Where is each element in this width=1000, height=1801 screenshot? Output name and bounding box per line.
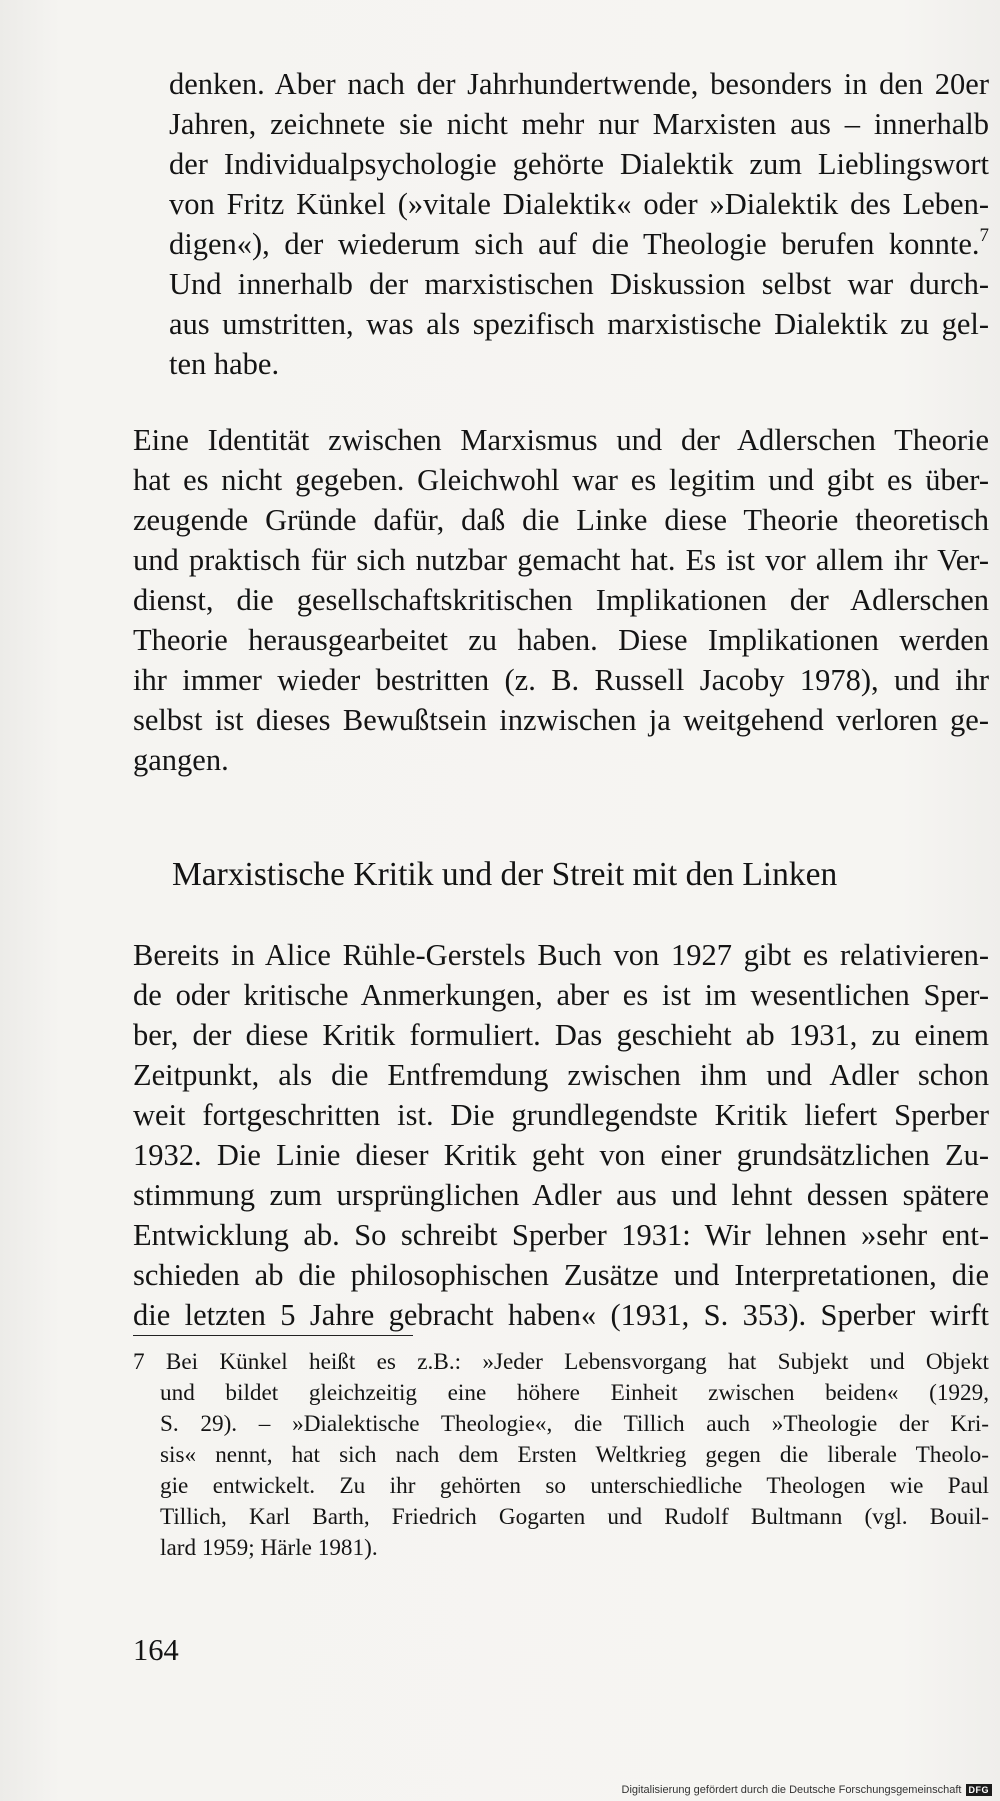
footnote-line: Tillich, Karl Barth, Friedrich Gogarten und Rudolf Bultmann (vgl. Bouil- <box>160 1504 989 1530</box>
text-line: 1932. Die Linie dieser Kritik geht von einer grundsätzlichen Zu- <box>133 1138 989 1172</box>
digitization-credit <box>622 1783 992 1797</box>
footnote-line: gie entwickelt. Zu ihr gehörten so unterschiedliche Theologen wie Paul <box>160 1473 989 1499</box>
text-line-with-footnote <box>169 224 989 264</box>
page-number: 164 <box>133 1633 179 1667</box>
text-line: Und innerhalb der marxistischen Diskussion selbst war durch- <box>169 267 989 301</box>
text-line: zeugende Gründe dafür, daß die Linke diese Theorie theoretisch <box>133 503 989 537</box>
text-line: ber, der diese Kritik formuliert. Das geschieht ab 1931, zu einem <box>133 1018 989 1052</box>
text-line: Theorie herausgearbeitet zu haben. Diese Implikationen werden <box>133 623 989 657</box>
text-line: denken. Aber nach der Jahrhundertwende, besonders in den 20er <box>169 67 989 101</box>
text-line: Eine Identität zwischen Marxismus und der Adlerschen Theorie <box>133 423 989 457</box>
text-line: weit fortgeschritten ist. Die grundlegendste Kritik liefert Sperber <box>133 1098 989 1132</box>
text-line: Entwicklung ab. So schreibt Sperber 1931: Wir lehnen »sehr ent- <box>133 1218 989 1252</box>
text-line: Bereits in Alice Rühle-Gerstels Buch von 1927 gibt es relativieren- <box>133 938 989 972</box>
text-line: gangen. <box>133 743 229 777</box>
section-heading: Marxistische Kritik und der Streit mit den Linken <box>172 856 838 893</box>
text-line: von Fritz Künkel (»vitale Dialektik« oder »Dialektik des Leben- <box>169 187 989 221</box>
credit-text: Digitalisierung gefördert durch die Deutsche Forschungsgemeinschaft <box>621 1784 962 1796</box>
text-line: Zeitpunkt, als die Entfremdung zwischen ihm und Adler schon <box>133 1058 989 1092</box>
footnote-reference: 7 <box>979 224 989 246</box>
text-line: selbst ist dieses Bewußtsein inzwischen ja weitgehend verloren ge- <box>133 703 989 737</box>
text-line: stimmung zum ursprünglichen Adler aus und lehnt dessen spätere <box>133 1178 989 1212</box>
text-line: und praktisch für sich nutzbar gemacht hat. Es ist vor allem ihr Ver- <box>133 543 989 577</box>
dfg-logo-icon: DFG <box>966 1784 993 1796</box>
text-line: der Individualpsychologie gehörte Dialektik zum Lieblingswort <box>169 147 989 181</box>
text-line: aus umstritten, was als spezifisch marxistische Dialektik zu gel- <box>169 307 989 341</box>
text-line: hat es nicht gegeben. Gleichwohl war es legitim und gibt es über- <box>133 463 989 497</box>
text-line: die letzten 5 Jahre gebracht haben« (1931, S. 353). Sperber wirft <box>133 1298 989 1332</box>
footnote-line: und bildet gleichzeitig eine höhere Einheit zwischen beiden« (1929, <box>160 1380 989 1406</box>
text-line: dienst, die gesellschaftskritischen Implikationen der Adlerschen <box>133 583 989 617</box>
text-line: digen«), der wiederum sich auf die Theologie berufen konnte. <box>169 227 980 261</box>
footnote-line: lard 1959; Härle 1981). <box>160 1535 378 1561</box>
text-line: Jahren, zeichnete sie nicht mehr nur Marxisten aus – innerhalb <box>169 107 989 141</box>
footnote-line: S. 29). – »Dialektische Theologie«, die Tillich auch »Theologie der Kri- <box>160 1411 989 1437</box>
text-line: ten habe. <box>169 347 280 381</box>
footnote-line: 7 Bei Künkel heißt es z.B.: »Jeder Lebensvorgang hat Subjekt und Objekt <box>133 1349 989 1375</box>
text-line: schieden ab die philosophischen Zusätze und Interpretationen, die <box>133 1258 989 1292</box>
footnote-line: sis« nennt, hat sich nach dem Ersten Weltkrieg gegen die liberale Theolo- <box>160 1442 989 1468</box>
text-line: ihr immer wieder bestritten (z. B. Russell Jacoby 1978), und ihr <box>133 663 989 697</box>
text-line: de oder kritische Anmerkungen, aber es ist im wesentlichen Sper- <box>133 978 989 1012</box>
footnote-separator <box>133 1335 413 1336</box>
